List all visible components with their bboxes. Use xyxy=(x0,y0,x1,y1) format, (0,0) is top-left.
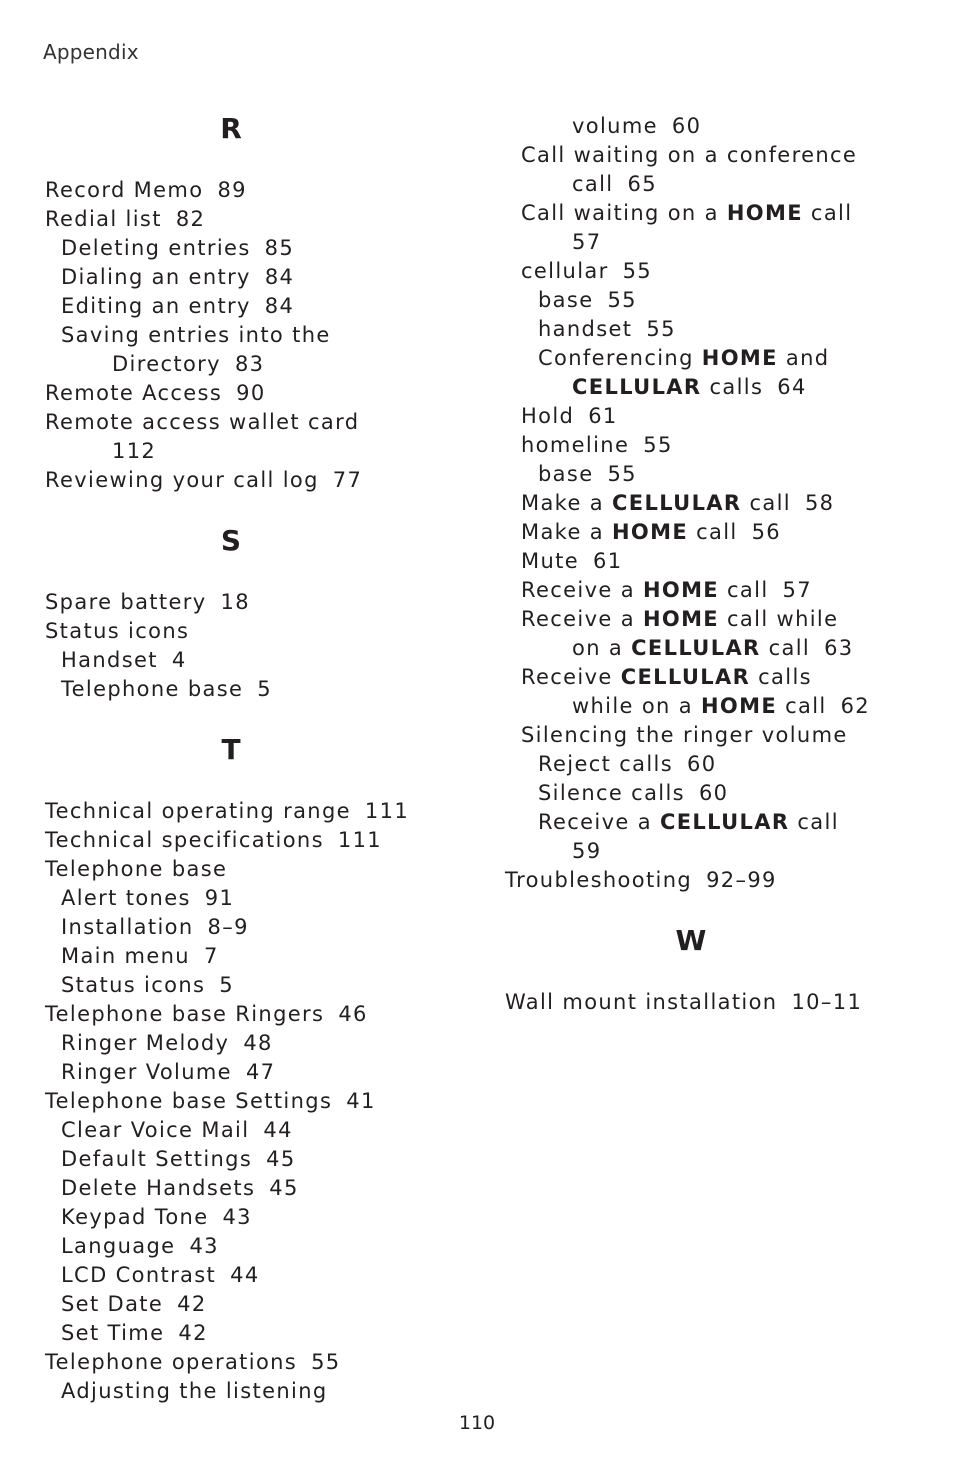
page-reference: 90 xyxy=(236,381,266,405)
entry-text: base xyxy=(538,462,594,486)
entry-text: Dialing an entry xyxy=(61,265,251,289)
page-reference: 5 xyxy=(257,677,273,701)
page-reference: 55 xyxy=(646,317,676,341)
page-reference: 55 xyxy=(607,462,637,486)
entry-text: LCD Contrast xyxy=(61,1263,217,1287)
section-letter: W xyxy=(675,924,707,957)
entry-text: Telephone base Settings xyxy=(45,1089,333,1113)
emphasized-term: CELLULAR xyxy=(620,665,751,689)
page-reference: 63 xyxy=(824,636,854,660)
index-entry xyxy=(45,588,485,617)
entry-text: Handset xyxy=(61,648,158,672)
entry-text: Editing an entry xyxy=(61,294,251,318)
index-entry xyxy=(45,321,485,350)
index-entry xyxy=(505,315,945,344)
entry-text: Silencing the ringer volume xyxy=(521,723,848,747)
index-entry xyxy=(45,1232,485,1261)
index-entry-continuation xyxy=(505,228,945,257)
index-entry-continuation xyxy=(45,350,485,379)
entry-text: call xyxy=(688,520,738,544)
index-entry xyxy=(45,617,485,646)
page-reference: 84 xyxy=(264,294,295,318)
index-entry xyxy=(505,750,945,779)
entry-text: Saving entries into the xyxy=(61,323,331,347)
entry-text: Silence calls xyxy=(538,781,685,805)
index-column-right xyxy=(505,112,945,1017)
entry-text: Call waiting on a xyxy=(521,201,727,225)
entry-text: Status icons xyxy=(45,619,190,643)
index-column-left xyxy=(45,112,485,1406)
page-reference: 65 xyxy=(627,172,657,196)
page-reference: 83 xyxy=(234,352,265,376)
page-reference: 57 xyxy=(572,230,602,254)
entry-text: call xyxy=(719,578,769,602)
entry-text: call xyxy=(802,201,853,225)
entry-text: base xyxy=(538,288,594,312)
index-entry xyxy=(45,646,485,675)
entry-text: Directory xyxy=(112,352,221,376)
section-letter: S xyxy=(220,524,242,557)
emphasized-term: HOME xyxy=(642,607,720,631)
index-entry xyxy=(45,176,485,205)
entry-text: Spare battery xyxy=(45,590,207,614)
index-entry xyxy=(45,1377,485,1406)
index-section xyxy=(505,112,945,895)
entry-text: Technical specifications xyxy=(45,828,324,852)
entry-text: Delete Handsets xyxy=(61,1176,256,1200)
entry-text: Redial list xyxy=(45,207,162,231)
index-entry xyxy=(505,721,945,750)
entry-text: call xyxy=(572,172,614,196)
page-reference: 57 xyxy=(782,578,812,602)
entry-text: Keypad Tone xyxy=(61,1205,209,1229)
entry-text: Installation xyxy=(61,915,194,939)
entry-text: handset xyxy=(538,317,633,341)
entry-text: call xyxy=(789,810,839,834)
emphasized-term: CELLULAR xyxy=(612,491,742,515)
entry-text: Receive a xyxy=(521,578,643,602)
page-reference: 47 xyxy=(245,1060,276,1084)
index-entry xyxy=(45,263,485,292)
section-letter: T xyxy=(221,733,241,766)
index-entry-continuation xyxy=(505,170,945,199)
entry-text: Make a xyxy=(521,520,612,544)
page-reference: 48 xyxy=(243,1031,273,1055)
index-entry xyxy=(45,1203,485,1232)
index-entry xyxy=(505,460,945,489)
emphasized-term: HOME xyxy=(701,346,778,370)
index-entry xyxy=(505,988,945,1017)
page-reference: 61 xyxy=(588,404,618,428)
page-reference: 55 xyxy=(643,433,673,457)
index-entry xyxy=(505,431,945,460)
index-entry xyxy=(505,489,945,518)
index-entry xyxy=(505,141,945,170)
page-reference: 60 xyxy=(671,114,702,138)
emphasized-term: CELLULAR xyxy=(659,810,790,834)
entry-text: Mute xyxy=(521,549,579,573)
page-reference: 112 xyxy=(112,439,157,463)
index-entry xyxy=(45,1174,485,1203)
page-reference: 64 xyxy=(777,375,807,399)
entry-text: Deleting entries xyxy=(61,236,251,260)
entry-text: Telephone base xyxy=(61,677,244,701)
page-reference: 55 xyxy=(622,259,653,283)
page-reference: 84 xyxy=(264,265,295,289)
entry-text: and xyxy=(777,346,830,370)
index-section xyxy=(45,733,485,1406)
entry-text: on a xyxy=(572,636,632,660)
page-reference: 7 xyxy=(203,944,219,968)
entry-text: Reject calls xyxy=(538,752,674,776)
index-entry xyxy=(505,518,945,547)
index-entry xyxy=(45,826,485,855)
index-entry xyxy=(45,1145,485,1174)
index-section xyxy=(505,924,945,1017)
page-reference: 111 xyxy=(364,799,410,823)
index-entry xyxy=(505,779,945,808)
page-reference: 8–9 xyxy=(207,915,249,939)
entry-text: Set Date xyxy=(61,1292,164,1316)
section-letter: R xyxy=(220,112,242,145)
index-entry xyxy=(505,605,945,634)
page-reference: 41 xyxy=(346,1089,376,1113)
page-reference: 92–99 xyxy=(706,868,777,892)
entry-text: Default Settings xyxy=(61,1147,253,1171)
entry-text: Status icons xyxy=(61,973,206,997)
index-entry-continuation xyxy=(505,837,945,866)
entry-text: calls xyxy=(701,375,764,399)
index-section xyxy=(45,524,485,704)
page-reference: 55 xyxy=(607,288,637,312)
entry-text: Language xyxy=(61,1234,176,1258)
page-reference: 111 xyxy=(337,828,383,852)
entry-text: Wall mount installation xyxy=(505,990,778,1014)
page-reference: 10–11 xyxy=(791,990,863,1014)
index-entry xyxy=(45,1116,485,1145)
emphasized-term: HOME xyxy=(612,520,689,544)
index-entry xyxy=(505,257,945,286)
index-entry xyxy=(505,344,945,373)
entry-text: Telephone base Ringers xyxy=(45,1002,325,1026)
index-entry xyxy=(45,292,485,321)
entry-text: Call waiting on a conference xyxy=(521,143,858,167)
index-entry xyxy=(45,1261,485,1290)
entry-text: Ringer Melody xyxy=(61,1031,230,1055)
page-reference: 42 xyxy=(177,1292,207,1316)
page-reference: 5 xyxy=(219,973,234,997)
entry-text: Remote access wallet card xyxy=(45,410,360,434)
page-reference: 77 xyxy=(332,468,363,492)
index-entry-continuation xyxy=(505,692,945,721)
index-entry xyxy=(505,547,945,576)
index-entry xyxy=(45,855,485,884)
index-entry xyxy=(505,866,945,895)
index-entry xyxy=(45,234,485,263)
index-entry xyxy=(45,1290,485,1319)
entry-text: while on a xyxy=(572,694,701,718)
emphasized-term: HOME xyxy=(642,578,720,602)
emphasized-term: HOME xyxy=(726,201,803,225)
entry-text: call xyxy=(760,636,811,660)
entry-text: Ringer Volume xyxy=(61,1060,232,1084)
entry-text: Main menu xyxy=(61,944,190,968)
index-entry xyxy=(505,663,945,692)
index-entry xyxy=(45,884,485,913)
page-reference: 44 xyxy=(230,1263,260,1287)
page-reference: 58 xyxy=(804,491,835,515)
entry-text: Receive a xyxy=(521,607,643,631)
emphasized-term: CELLULAR xyxy=(572,375,702,399)
index-entry xyxy=(45,1319,485,1348)
entry-text: call while xyxy=(719,607,839,631)
page-reference: 44 xyxy=(263,1118,293,1142)
page-reference: 59 xyxy=(572,839,602,863)
page-reference: 43 xyxy=(189,1234,219,1258)
index-entry-continuation xyxy=(505,634,945,663)
index-entry xyxy=(45,942,485,971)
entry-text: Alert tones xyxy=(61,886,191,910)
index-entry xyxy=(45,466,485,495)
page-reference: 42 xyxy=(178,1321,208,1345)
entry-text: call xyxy=(741,491,791,515)
page-reference: 89 xyxy=(217,178,247,202)
page-reference: 18 xyxy=(220,590,250,614)
page-reference: 45 xyxy=(266,1147,296,1171)
index-entry xyxy=(45,913,485,942)
index-entry xyxy=(45,797,485,826)
page-number: 110 xyxy=(458,1412,496,1434)
entry-text: Receive a xyxy=(538,810,660,834)
page-reference: 56 xyxy=(751,520,782,544)
page-reference: 85 xyxy=(264,236,295,260)
entry-text: homeline xyxy=(521,433,630,457)
index-entry xyxy=(45,1348,485,1377)
entry-text: Remote Access xyxy=(45,381,223,405)
index-entry xyxy=(45,675,485,704)
index-entry xyxy=(505,576,945,605)
page-reference: 62 xyxy=(840,694,870,718)
page-reference: 91 xyxy=(204,886,235,910)
entry-text: Clear Voice Mail xyxy=(61,1118,250,1142)
index-entry xyxy=(505,199,945,228)
index-entry xyxy=(505,286,945,315)
running-header: Appendix xyxy=(43,40,139,64)
entry-text: calls xyxy=(750,665,812,689)
entry-text: call xyxy=(777,694,827,718)
index-entry xyxy=(505,112,945,141)
page-reference: 60 xyxy=(698,781,729,805)
index-section xyxy=(45,112,485,495)
page-reference: 61 xyxy=(592,549,623,573)
index-entry-continuation xyxy=(505,373,945,402)
index-entry xyxy=(45,1087,485,1116)
entry-text: Telephone base xyxy=(45,857,228,881)
index-entry xyxy=(45,379,485,408)
entry-text: Reviewing your call log xyxy=(45,468,319,492)
page-reference: 45 xyxy=(269,1176,299,1200)
entry-text: Technical operating range xyxy=(45,799,351,823)
index-entry xyxy=(45,205,485,234)
index-entry xyxy=(45,971,485,1000)
entry-text: Conferencing xyxy=(538,346,702,370)
index-entry-continuation xyxy=(45,437,485,466)
entry-text: Troubleshooting xyxy=(505,868,693,892)
index-entry xyxy=(45,1029,485,1058)
page-reference: 82 xyxy=(175,207,206,231)
emphasized-term: CELLULAR xyxy=(631,636,761,660)
entry-text: Record Memo xyxy=(45,178,204,202)
page-reference: 60 xyxy=(687,752,717,776)
page-reference: 55 xyxy=(311,1350,341,1374)
index-entry xyxy=(505,808,945,837)
index-entry xyxy=(45,1000,485,1029)
page-reference: 46 xyxy=(338,1002,368,1026)
entry-text: Make a xyxy=(521,491,612,515)
entry-text: Receive xyxy=(521,665,621,689)
entry-text: volume xyxy=(572,114,658,138)
entry-text: Hold xyxy=(521,404,575,428)
index-entry xyxy=(45,408,485,437)
entry-text: Telephone operations xyxy=(45,1350,298,1374)
entry-text: cellular xyxy=(521,259,609,283)
emphasized-term: HOME xyxy=(700,694,778,718)
entry-text: Adjusting the listening xyxy=(61,1379,328,1403)
page-reference: 43 xyxy=(222,1205,252,1229)
index-entry xyxy=(505,402,945,431)
entry-text: Set Time xyxy=(61,1321,165,1345)
index-entry xyxy=(45,1058,485,1087)
page-reference: 4 xyxy=(171,648,187,672)
